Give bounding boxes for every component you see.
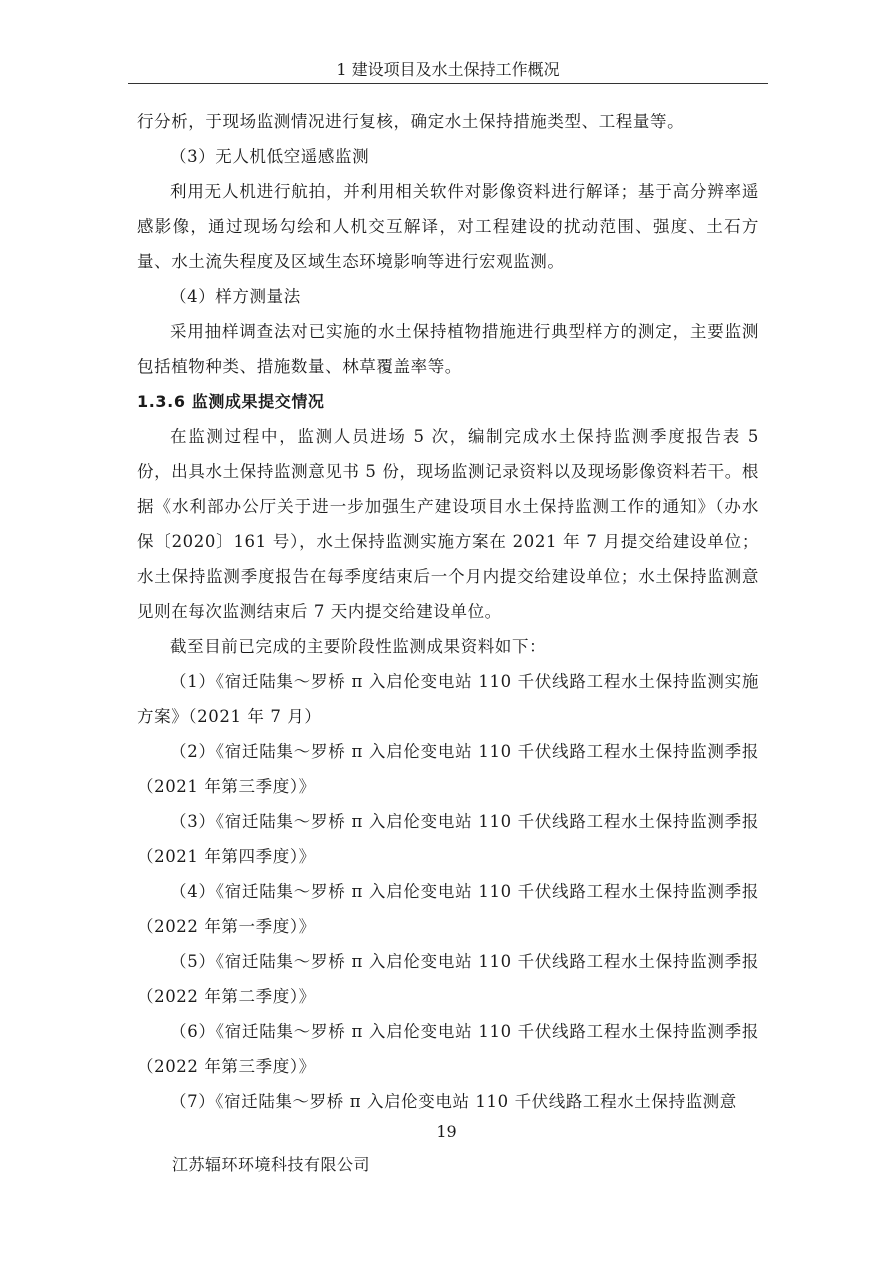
page-number: 19 <box>436 1122 457 1141</box>
header-rule <box>128 83 768 84</box>
list-item: （1）《宿迁陆集～罗桥 π 入启伦变电站 110 千伏线路工程水土保持监测实施方案》（2021 年 7 月） <box>137 672 759 726</box>
list-item: （7）《宿迁陆集～罗桥 π 入启伦变电站 110 千伏线路工程水土保持监测意 <box>170 1092 737 1111</box>
paragraph: 截至目前已完成的主要阶段性监测成果资料如下： <box>170 637 547 656</box>
subheading: （4）样方测量法 <box>170 287 301 306</box>
list-item: （3）《宿迁陆集～罗桥 π 入启伦变电站 110 千伏线路工程水土保持监测季报（2021 年第四季度）》 <box>137 812 759 866</box>
list-item: （5）《宿迁陆集～罗桥 π 入启伦变电站 110 千伏线路工程水土保持监测季报（2022 年第二季度）》 <box>137 952 759 1006</box>
paragraph: 行分析，于现场监测情况进行复核，确定水土保持措施类型、工程量等。 <box>137 112 685 131</box>
paragraph: 采用抽样调查法对已实施的水土保持植物措施进行典型样方的测定，主要监测包括植物种类、措施数量、林草覆盖率等。 <box>137 322 759 376</box>
paragraph: 在监测过程中，监测人员进场 5 次，编制完成水土保持监测季度报告表 5 份，出具水土保持监测意见书 5 份，现场监测记录资料以及现场影像资料若干。根据《水利部办公厅关于进一步加强生产建设项目水土保持监测工作的通知》（办水保〔2020〕161 号），水土保持监测实施方案在 2021 年 7 月提交给建设单位；水土保持监测季度报告在每季度结束后一个月内提交给建设单位；水土保持监测意见则在每次监测结束后 7 天内提交给建设单位。 <box>137 427 759 621</box>
list-item: （4）《宿迁陆集～罗桥 π 入启伦变电站 110 千伏线路工程水土保持监测季报（2022 年第一季度）》 <box>137 882 759 936</box>
page-body <box>137 104 759 1119</box>
list-item: （2）《宿迁陆集～罗桥 π 入启伦变电站 110 千伏线路工程水土保持监测季报（2021 年第三季度）》 <box>137 742 759 796</box>
list-item: （6）《宿迁陆集～罗桥 π 入启伦变电站 110 千伏线路工程水土保持监测季报（2022 年第三季度）》 <box>137 1022 759 1076</box>
page-header: 1 建设项目及水土保持工作概况 <box>336 60 560 79</box>
footer-company: 江苏辐环环境科技有限公司 <box>172 1155 371 1174</box>
section-title: 1.3.6 监测成果提交情况 <box>137 392 325 411</box>
subheading: （3）无人机低空遥感监测 <box>170 147 370 166</box>
paragraph: 利用无人机进行航拍，并利用相关软件对影像资料进行解译；基于高分辨率遥感影像，通过现场勾绘和人机交互解译，对工程建设的扰动范围、强度、土石方量、水土流失程度及区域生态环境影响等进行宏观监测。 <box>137 182 759 271</box>
